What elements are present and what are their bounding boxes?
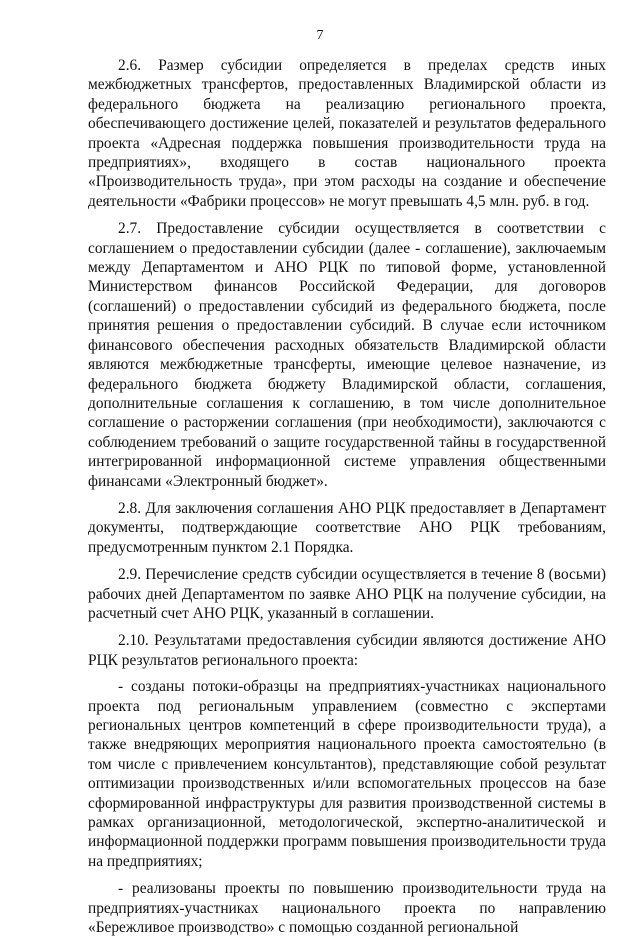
paragraph-2-10: 2.10. Результатами предоставления субсидии являются достижение АНО РЦК результатов регионального проекта:: [88, 632, 606, 669]
paragraph-2-6: 2.6. Размер субсидии определяется в пределах средств иных межбюджетных трансфертов, предоставленных Владимирской области из федерального бюджета на реализацию регионального проекта, обеспечивающего достижение целей, показателей и результатов федерального проекта «Адресная поддержка повышения производительности труда на предприятиях», входящего в состав национального проекта «Производительность труда», при этом расходы на создание и обеспечение деятельности «Фабрики процессов» не могут превышать 4,5 млн. руб. в год.: [88, 57, 606, 210]
document-body: [88, 56, 606, 945]
paragraph-2-8: 2.8. Для заключения соглашения АНО РЦК предоставляет в Департамент документы, подтверждающие соответствие АНО РЦК требованиям, предусмотренным пунктом 2.1 Порядка.: [88, 499, 606, 556]
list-item-results-2: - реализованы проекты по повышению производительности труда на предприятиях-участниках национального проекта по направлению «Бережливое производство» с помощью созданной региональной: [88, 880, 606, 937]
paragraph-2-9: 2.9. Перечисление средств субсидии осуществляется в течение 8 (восьми) рабочих дней Департаментом по заявке АНО РЦК на получение субсидии, на расчетный счет АНО РЦК, указанный в соглашении.: [88, 566, 606, 622]
list-item-results-1: - созданы потоки-образцы на предприятиях-участниках национального проекта под региональным управлением (совместно с экспертами региональных центров компетенций в сфере производительности труда), а также внедряющих мероприятия национального проекта самостоятельно (в том числе с привлечением консультантов), представляющие собой результат оптимизации производственных и/или вспомогательных процессов на базе сформированной инфраструктуры для развития производственной системы в рамках организационной, методологической, экспертно-аналитической и информационной поддержки программ повышения производительности труда на предприятиях;: [88, 678, 606, 870]
paragraph-2-7: 2.7. Предоставление субсидии осуществляется в соответствии с соглашением о предоставлении субсидии (далее - соглашение), заключаемым между Департаментом и АНО РЦК по типовой форме, установленной Министерством финансов Российской Федерации, для договоров (соглашений) о предоставлении субсидий из федерального бюджета, после принятия решения о предоставлении субсидий. В случае если источником финансового обеспечения расходных обязательств Владимирской области являются межбюджетные трансферты, имеющие целевое назначение, из федерального бюджета бюджету Владимирской области, соглашения, дополнительные соглашения к соглашению, в том числе дополнительное соглашение о расторжении соглашения (при необходимости), заключаются с соблюдением требований о защите государственной тайны в государственной интегрированной информационной системе управления общественными финансами «Электронный бюджет».: [88, 220, 606, 490]
page-number: 7: [316, 28, 324, 43]
